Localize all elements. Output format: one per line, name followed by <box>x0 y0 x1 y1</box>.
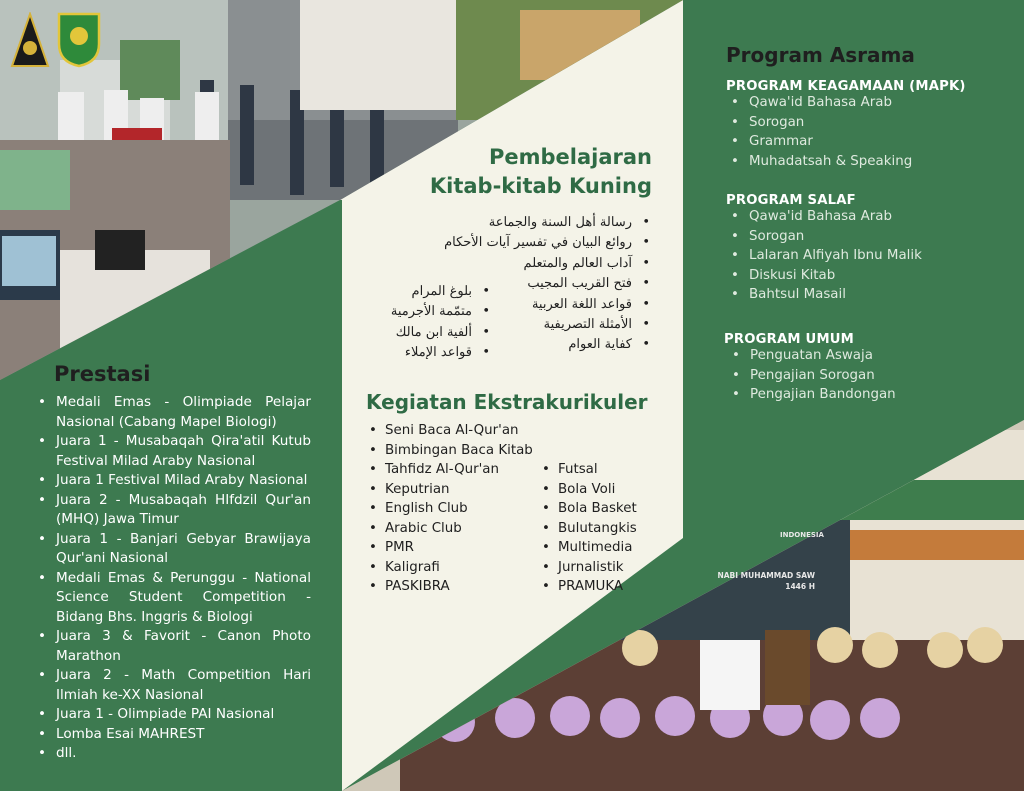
photo-banner-text-2: INDONESIA <box>780 531 824 539</box>
kitab-list-main <box>444 213 650 356</box>
prestasi-list <box>36 393 311 764</box>
list-item: • Juara 1 Festival Milad Araby Nasional <box>36 471 311 491</box>
program-umum-list <box>727 346 896 405</box>
program-umum-heading: PROGRAM UMUM <box>724 332 854 347</box>
list-item: • Lomba Esai MAHREST <box>36 725 311 745</box>
list-item: • فتح القريب المجيب <box>500 274 650 294</box>
list-item: • Multimedia <box>541 538 637 558</box>
list-item: • Juara 1 - Olimpiade PAI Nasional <box>36 705 311 725</box>
list-item: • Medali Emas - Olimpiade Pelajar Nasional (Cabang Mapel Biologi) <box>36 393 311 432</box>
list-item: • Jurnalistik <box>541 558 637 578</box>
banner-line: 1446 H <box>785 582 815 591</box>
list-item: • Kaligrafi <box>368 558 533 578</box>
list-item: • كفاية العوام <box>500 335 650 355</box>
list-item: • English Club <box>368 499 533 519</box>
list-item: • PASKIBRA <box>368 577 533 597</box>
ekstra-title: Kegiatan Ekstrakurikuler <box>366 390 648 414</box>
list-item: • Bulutangkis <box>541 519 637 539</box>
list-item: • Penguatan Aswaja <box>727 346 896 366</box>
ekstra-list-b <box>541 460 637 597</box>
list-item: • Juara 1 - Musabaqah Qira'atil Kutub Festival Milad Araby Nasional <box>36 432 311 471</box>
list-item: • Juara 1 - Banjari Gebyar Brawijaya Qur'ani Nasional <box>36 530 311 569</box>
list-item: • Muhadatsah & Speaking <box>726 152 912 172</box>
ekstra-list-a <box>368 421 533 597</box>
list-item: • Juara 3 & Favorit - Canon Photo Marathon <box>36 627 311 666</box>
list-item: • Sorogan <box>726 113 912 133</box>
list-item: • Bahtsul Masail <box>726 285 922 305</box>
prestasi-title: Prestasi <box>54 362 151 386</box>
banner-line: NABI MUHAMMAD SAW <box>717 571 815 580</box>
program-keagamaan-heading: PROGRAM KEAGAMAAN (MAPK) <box>726 79 966 94</box>
list-item: • الأمثلة التصريفية <box>500 315 650 335</box>
list-item: • Bola Voli <box>541 480 637 500</box>
list-item: • رسالة أهل السنة والجماعة <box>500 213 650 233</box>
kitab-list-side <box>370 282 490 364</box>
list-item: • ألفية ابن مالك <box>370 323 490 343</box>
school-logo-2 <box>56 10 102 68</box>
list-item: • Qawa'id Bahasa Arab <box>726 207 922 227</box>
list-item: • بلوغ المرام <box>370 282 490 302</box>
list-item: • Medali Emas & Perunggu - National Science Student Competition - Bidang Bhs. Inggris & Biologi <box>36 569 311 628</box>
list-item: • Diskusi Kitab <box>726 266 922 286</box>
list-item: • PRAMUKA <box>541 577 637 597</box>
list-item: • قواعد الإملاء <box>370 343 490 363</box>
kitab-title <box>400 143 652 201</box>
list-item: • متمّمة الأجرمية <box>370 302 490 322</box>
asrama-title: Program Asrama <box>726 43 915 67</box>
list-item: • Grammar <box>726 132 912 152</box>
list-item: • dll. <box>36 744 311 764</box>
program-salaf-heading: PROGRAM SALAF <box>726 193 856 208</box>
list-item: • Lalaran Alfiyah Ibnu Malik <box>726 246 922 266</box>
kitab-title-line1: Pembelajaran <box>488 145 652 169</box>
photo-banner-text <box>705 570 815 592</box>
list-item: • Tahfidz Al-Qur'an <box>368 460 533 480</box>
list-item: • Bola Basket <box>541 499 637 519</box>
list-item: • Pengajian Bandongan <box>727 385 896 405</box>
list-item: • Sorogan <box>726 227 922 247</box>
list-item: • قواعد اللغة العربية <box>500 295 650 315</box>
list-item: • آداب العالم والمتعلم <box>500 254 650 274</box>
list-item: • Seni Baca Al-Qur'an <box>368 421 533 441</box>
list-item: • روائع البيان في تفسير آيات الأحكام <box>500 233 650 253</box>
list-item: • Keputrian <box>368 480 533 500</box>
list-item: • Juara 2 - Musabaqah HIfdzil Qur'an (MHQ) Jawa Timur <box>36 491 311 530</box>
list-item: • Futsal <box>541 460 637 480</box>
list-item: • Pengajian Sorogan <box>727 366 896 386</box>
list-item: • Juara 2 - Math Competition Hari Ilmiah ke-XX Nasional <box>36 666 311 705</box>
school-logo-1 <box>10 12 50 68</box>
list-item: • PMR <box>368 538 533 558</box>
program-keagamaan-list <box>726 93 912 171</box>
list-item: • Qawa'id Bahasa Arab <box>726 93 912 113</box>
kitab-title-line2: Kitab-kitab Kuning <box>429 174 652 198</box>
list-item: • Bimbingan Baca Kitab <box>368 441 533 461</box>
list-item: • Arabic Club <box>368 519 533 539</box>
program-salaf-list <box>726 207 922 305</box>
